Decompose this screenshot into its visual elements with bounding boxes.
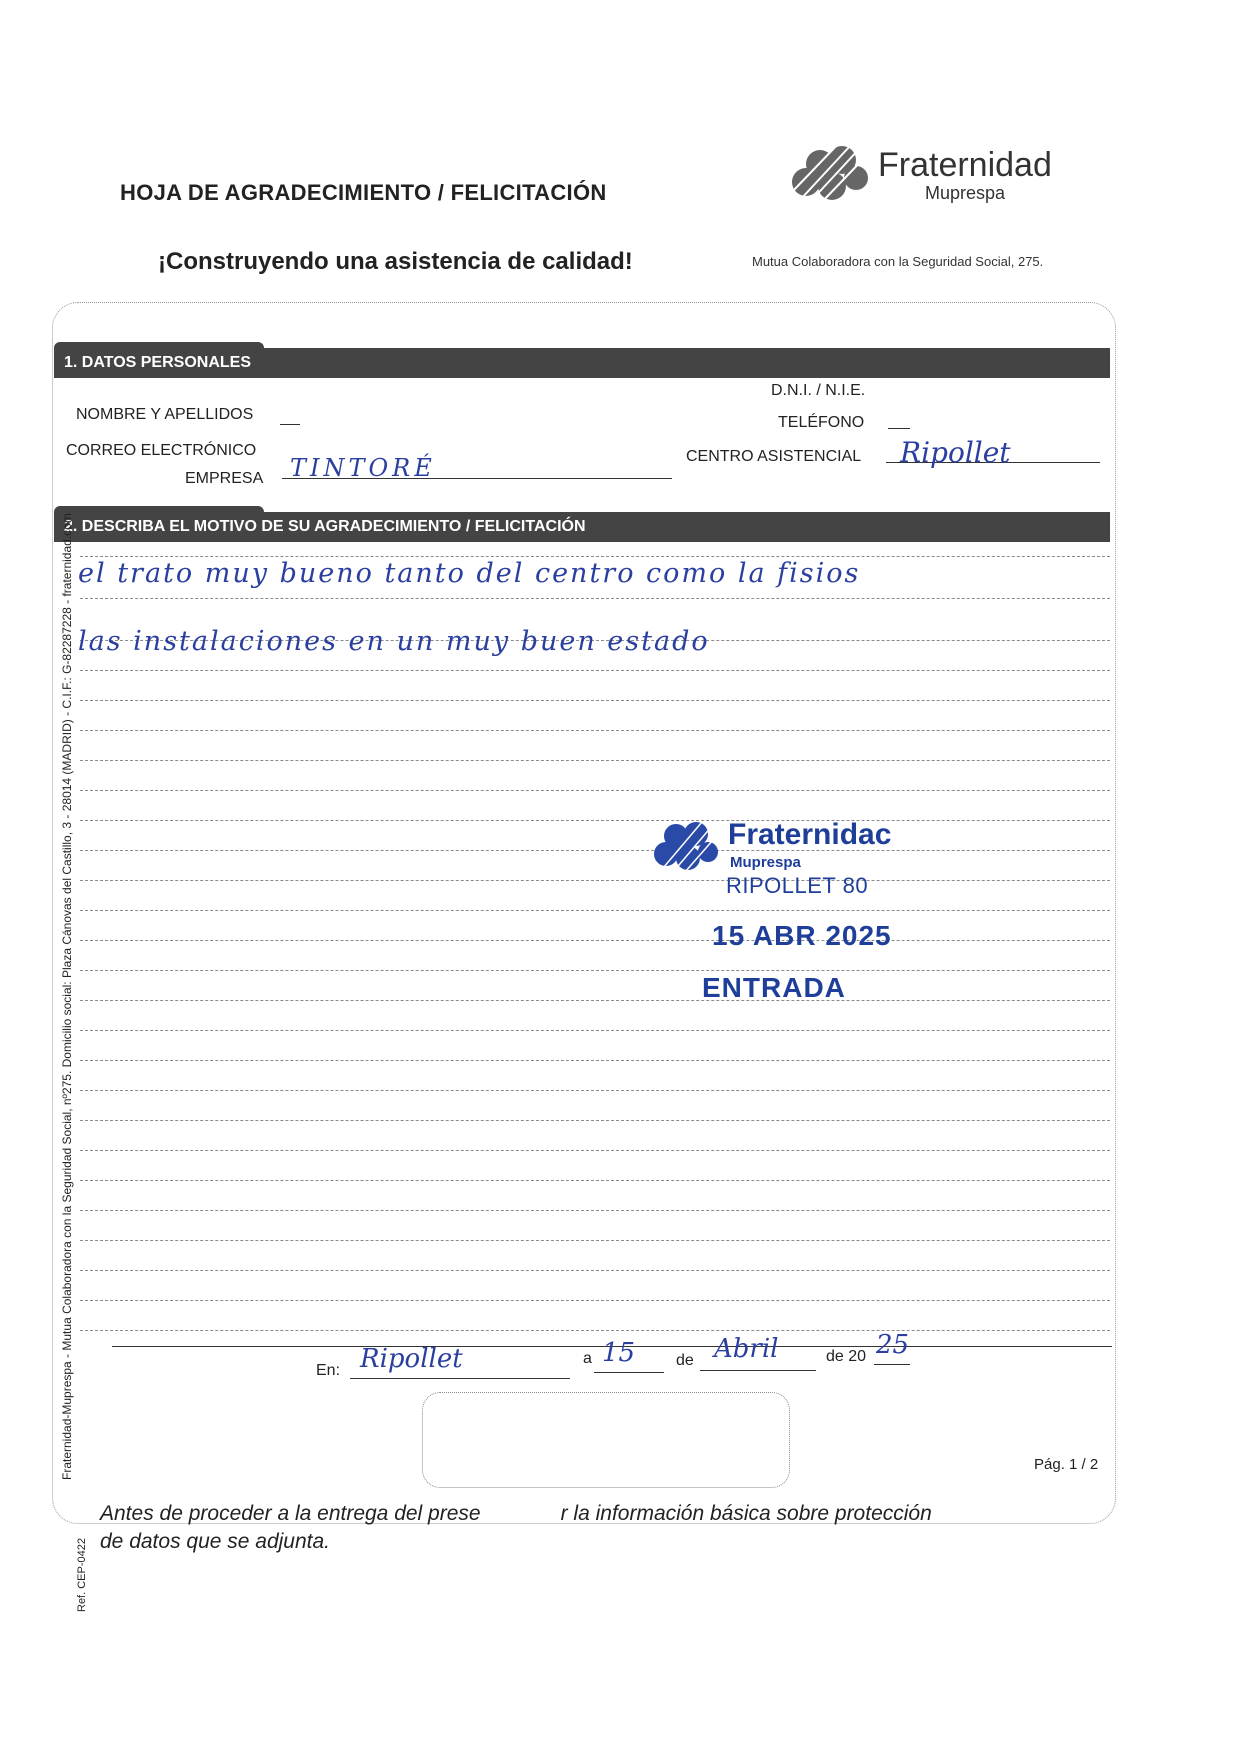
phone-line[interactable] [888, 428, 910, 429]
form-reference: Ref. CEP-0422 [76, 1538, 88, 1612]
place-value: Ripollet [360, 1344, 463, 1374]
mutua-line: Mutua Colaboradora con la Seguridad Social, 275. [752, 254, 1044, 269]
document-title: HOJA DE AGRADECIMIENTO / FELICITACIÓN [120, 180, 607, 205]
en-label: En: [316, 1362, 341, 1379]
section1-header [54, 348, 1110, 378]
side-legal-text: Fraternidad-Muprespa - Mutua Colaboradora con la Seguridad Social, nº275. Domicilio social: Plaza Cánovas del Castillo, 3 - 28014 (MADRID) - C.I.F.: G-82287228 - fraternidad.com [60, 513, 74, 1480]
stamp-date: 15 ABR 2025 [712, 920, 892, 951]
place-line[interactable] [350, 1378, 570, 1379]
year-label: de 20 [826, 1348, 867, 1365]
de-label: de [676, 1352, 694, 1369]
stamp-logo-icon [650, 818, 726, 882]
reason-line-1: el trato muy bueno tanto del centro como la fisios [78, 558, 861, 589]
a-label: a [583, 1350, 592, 1367]
center-label: CENTRO ASISTENCIAL [686, 448, 862, 465]
day-line[interactable] [594, 1372, 664, 1373]
stamp-place: RIPOLLET 80 [726, 873, 869, 898]
signature-box[interactable] [422, 1392, 790, 1488]
stamp-entry: ENTRADA [702, 972, 846, 1003]
section2-title: 2. DESCRIBA EL MOTIVO DE SU AGRADECIMIENTO / FELICITACIÓN [64, 518, 586, 535]
document-subtitle: ¡Construyendo una asistencia de calidad! [158, 248, 633, 275]
privacy-notice: Antes de proceder a la entrega del prese r la información básica sobre protección de datos que se adjunta. [100, 1502, 932, 1554]
year-value: 25 [876, 1330, 910, 1360]
year-line[interactable] [874, 1364, 910, 1365]
month-value: Abril [714, 1334, 779, 1364]
company-label: EMPRESA [185, 470, 264, 487]
stamp-sub: Muprespa [730, 854, 801, 871]
name-label: NOMBRE Y APELLIDOS [76, 406, 254, 423]
logo-name: Fraternidad [878, 146, 1052, 184]
center-value: Ripollet [900, 436, 1011, 469]
reason-line-2: las instalaciones en un muy buen estado [78, 626, 710, 657]
phone-label: TELÉFONO [778, 414, 865, 431]
day-value: 15 [602, 1338, 636, 1368]
stamp-name: Fraternidac [728, 818, 892, 851]
section1-title: 1. DATOS PERSONALES [64, 354, 251, 371]
company-value: TINTORÉ [290, 454, 436, 482]
month-line[interactable] [700, 1370, 816, 1371]
logo-sub: Muprespa [925, 183, 1006, 203]
email-label: CORREO ELECTRÓNICO [66, 442, 257, 459]
page-number: Pág. 1 / 2 [1034, 1456, 1099, 1473]
dni-label: D.N.I. / N.I.E. [771, 382, 866, 399]
name-line[interactable] [280, 424, 300, 425]
section2-header [54, 512, 1110, 542]
